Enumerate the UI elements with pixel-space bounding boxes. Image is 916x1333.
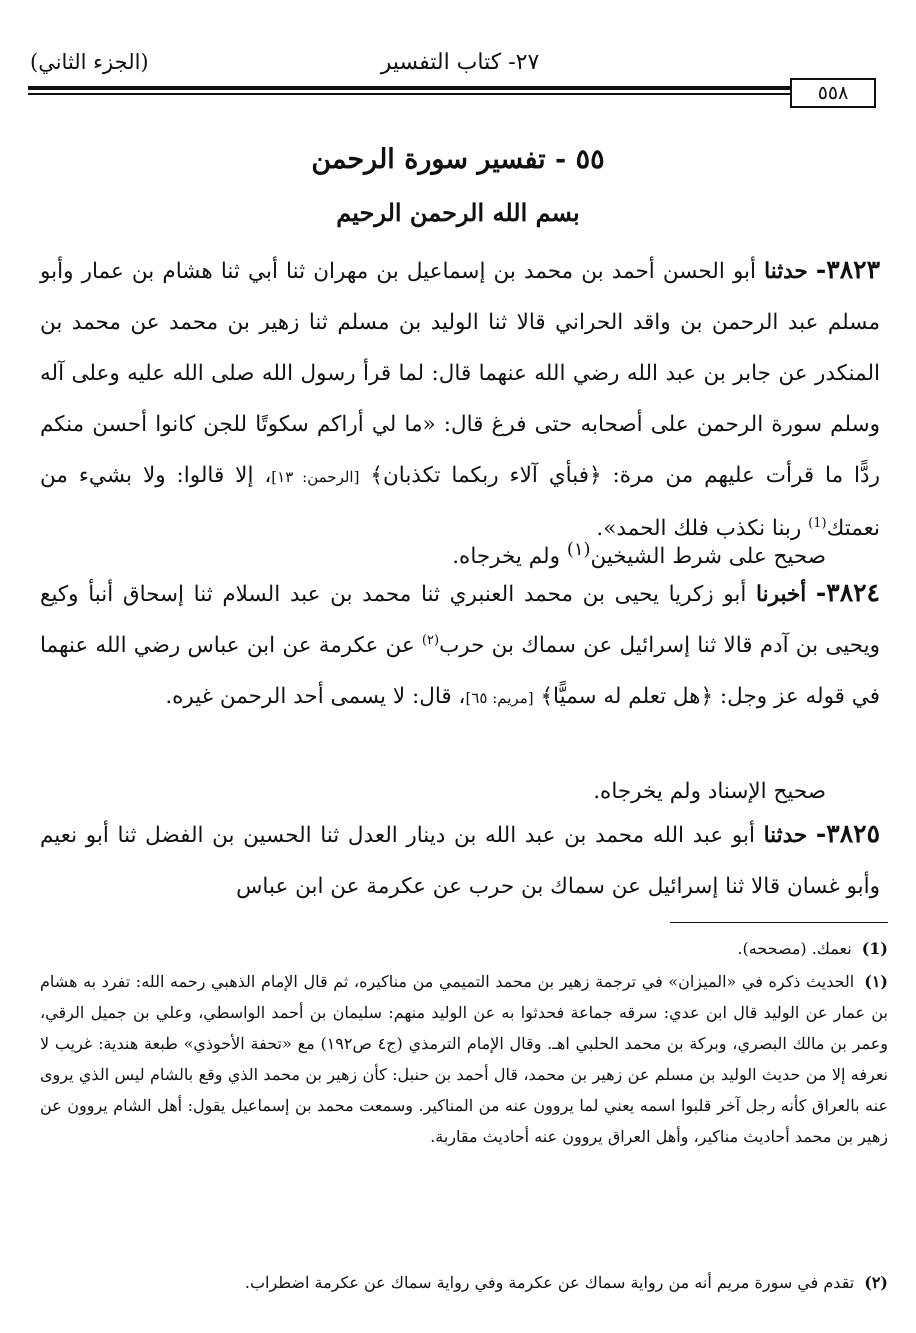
- footnote-mark: (1): [861, 939, 888, 958]
- hadith-number: ٣٨٢٤-: [815, 578, 880, 607]
- footnote-ref: (١): [566, 539, 591, 560]
- hadith-lead-word: حدثنا: [763, 823, 808, 848]
- footnote-mark: (١): [864, 972, 888, 991]
- hadith-text-end: ربنا نكذب فلك الحمد».: [596, 516, 802, 541]
- hadith-text: أبو عبد الله محمد بن عبد الله بن دينار العدل ثنا الحسين بن الفضل ثنا أبو نعيم وأبو غسان قالا ثنا إسرائيل عن سماك بن حرب عن عكرمة عن ابن عباس: [40, 823, 880, 899]
- hadith-text-end: ، قال: لا يسمى أحد الرحمن غيره.: [165, 684, 466, 709]
- basmala: بسم الله الرحمن الرحيم: [336, 198, 580, 227]
- verdict-text: صحيح على شرط الشيخين: [590, 544, 826, 570]
- footnote-text: الحديث ذكره في «الميزان» في ترجمة زهير بن محمد التميمي من مناكيره، ثم قال الإمام الذهبي رحمه الله: تفرد به هشام بن عمار عن الوليد قال ابن عدي: سرقه جماعة فحدثوا به عن الوليد منهم: سليمان بن أحمد الواسطي، وعلي بن جميل الرقي، وعمر بن مالك البصري، وبركة بن محمد الحلبي اهـ. وقال الإمام الترمذي (ج٤ ص١٩٢) مع «تحفة الأحوذي» طبعة هندية: غريب لا نعرفه إلا من حديث الوليد بن مسلم عن زهير بن محمد، قال أحمد بن حنبل: كأن زهير بن محمد الذي وقع بالشام ليس الذي يروى عنه بالعراق كأنه رجل آخر قلبوا اسمه يعني لما يروون عنه من المناكير. وسمعت محمد بن إسماعيل يقول: أهل الشام يروون عن زهير بن محمد أحاديث مناكير، وأهل العراق يروون عنه أحاديث مقاربة.: [40, 972, 889, 1146]
- footnote-text: تقدم في سورة مريم أنه من رواية سماك عن عكرمة وفي رواية سماك عن عكرمة اضطراب.: [244, 1273, 855, 1292]
- hadith-3824: [40, 567, 880, 724]
- hadith-lead-word: أخبرنا: [756, 582, 807, 607]
- hadith-number: ٣٨٢٣-: [815, 255, 881, 284]
- footnote-1-latin: [40, 933, 888, 964]
- hadith-text: أبو زكريا يحيى بن محمد العنبري ثنا محمد بن عبد السلام ثنا إسحاق أنبأ وكيع ويحيى بن آدم قالا ثنا إسرائيل عن سماك بن حرب: [40, 582, 880, 658]
- hadith-text-cont: ، إلا قالوا: ولا بشيء من نعمتك: [40, 463, 880, 541]
- footnote-separator: [670, 922, 888, 923]
- running-header-volume: (الجزء الثاني): [30, 50, 149, 74]
- hadith-3823: [40, 244, 880, 554]
- footnote-mark: (٢): [864, 1273, 888, 1292]
- page-number: ٥٥٨: [790, 78, 876, 108]
- surah-title: ٥٥ - تفسير سورة الرحمن: [311, 144, 605, 175]
- hadith-text: أبو الحسن أحمد بن محمد بن إسماعيل بن مهران ثنا أبي ثنا هشام بن عمار وأبو مسلم عبد الرحمن بن واقد الحراني قالا ثنا الوليد بن مسلم ثنا زهير بن محمد عن محمد بن المنكدر عن جابر بن عبد الله رضي الله عنهما قال: لما قرأ رسول الله صلى الله عليه وعلى آله وسلم سورة الرحمن على أصحابه حتى فرغ قال: «ما لي أراكم سكوتًا للجن كانوا أحسن منكم ردًّا ما قرأت عليهم من مرة: ﴿فبأي آلاء ربكما تكذبان﴾: [40, 259, 880, 488]
- footnote-ref: (1): [808, 515, 827, 531]
- hadith-number: ٣٨٢٥-: [815, 819, 880, 848]
- footnote-text: نعمك. (مصححه).: [737, 939, 852, 958]
- footnote-2: [40, 1267, 888, 1298]
- hadith-3825: [40, 808, 880, 912]
- verdict-text-end: ولم يخرجاه.: [452, 544, 560, 570]
- hadith-lead-word: حدثنا: [764, 259, 808, 284]
- header-rule-top: [28, 86, 790, 90]
- quran-citation: [الرحمن: ١٣]: [271, 468, 360, 486]
- quran-citation: [مريم: ٦٥]: [465, 689, 534, 707]
- hadith-text-cont: عن عكرمة عن ابن عباس رضي الله عنهما في قوله عز وجل: ﴿هل تعلم له سميًّا﴾: [40, 633, 880, 709]
- header-rule-bottom: [28, 93, 790, 95]
- footnote-ref: (٢): [421, 632, 440, 648]
- running-header-title: ٢٧- كتاب التفسير: [380, 50, 540, 75]
- footnote-1: [40, 966, 888, 1152]
- hadith-3824-verdict: صحيح الإسناد ولم يخرجاه.: [593, 779, 826, 804]
